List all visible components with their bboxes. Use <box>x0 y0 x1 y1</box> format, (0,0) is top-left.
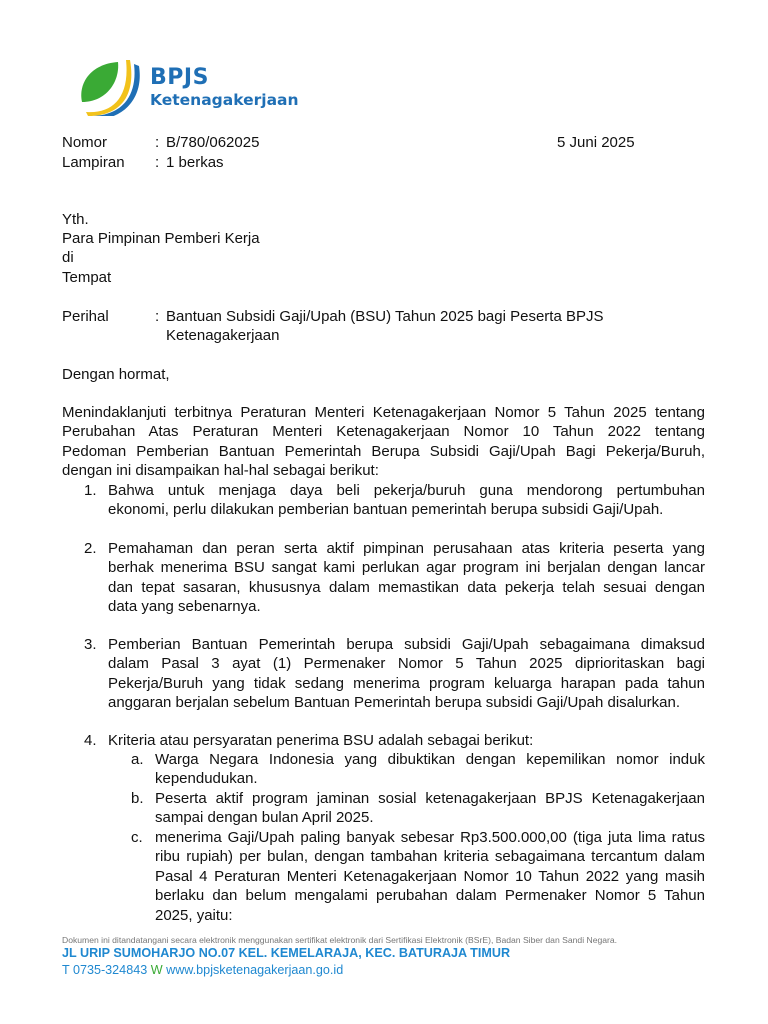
paragraph-line: Pasal 4 Peraturan Menteri Ketenagakerjaan Nomor 10 Tahun 2022 yang masih <box>155 867 705 885</box>
website-link[interactable]: www.bpjsketenagakerjaan.go.id <box>166 963 344 977</box>
recipient-line: Para Pimpinan Pemberi Kerja <box>62 230 260 247</box>
logo-title: BPJS <box>150 65 209 90</box>
phone-number: 0735-324843 <box>72 963 148 977</box>
sublist-item <box>155 750 705 789</box>
nomor-colon: : <box>155 134 160 151</box>
paragraph-line: dan tepat sasaran, khususnya dalam memastikan data pekerja telah sesuai dengan <box>108 578 705 596</box>
paragraph-line: data yang sebenarnya. <box>108 598 261 616</box>
list-number: 1. <box>84 482 97 499</box>
paragraph-line: Perubahan Atas Peraturan Menteri Ketenagakerjaan Nomor 10 Tahun 2022 tentang <box>62 423 705 441</box>
nomor-value: B/780/062025 <box>166 134 260 151</box>
paragraph-line: Menindaklanjuti terbitnya Peraturan Menteri Ketenagakerjaan Nomor 5 Tahun 2025 tentang <box>62 404 705 421</box>
paragraph-line: menerima Gaji/Upah paling banyak sebesar Rp3.500.000,00 (tiga juta lima ratus <box>155 829 705 846</box>
paragraph-line: kependudukan. <box>155 770 258 788</box>
list-number: 3. <box>84 636 97 653</box>
perihal-colon: : <box>155 308 160 325</box>
paragraph-line: Bahwa untuk menjaga daya beli pekerja/buruh guna mendorong pertumbuhan <box>108 482 705 499</box>
footer-address: JL URIP SUMOHARJO NO.07 KEL. KEMELARAJA, KEC. BATURAJA TIMUR <box>62 946 511 960</box>
paragraph-line: 2025, yaitu: <box>155 906 233 924</box>
esign-note: Dokumen ini ditandatangani secara elektronik menggunakan sertifikat elektronik dari Sertifikasi Elektronik (BSrE), Badan Siber dan Sandi Negara. <box>62 935 618 945</box>
paragraph-line: Pemberian Bantuan Pemerintah berupa subsidi Gaji/Upah sebagaimana dimaksud <box>108 636 705 653</box>
sublist-item <box>155 789 705 828</box>
list-number: 2. <box>84 540 97 557</box>
recipient-line: Tempat <box>62 269 112 286</box>
recipient-line: Yth. <box>62 211 89 228</box>
list-item <box>108 731 705 750</box>
paragraph-line: sampai dengan bulan April 2025. <box>155 809 374 827</box>
paragraph-line: Peserta aktif program jaminan sosial ketenagakerjaan BPJS Ketenagakerjaan <box>155 790 705 807</box>
paragraph-line: Pedoman Pemberian Bantuan Pemerintah Berupa Subsidi Gaji/Upah Bagi Pekerja/Buruh, <box>62 442 705 460</box>
sublist-letter: c. <box>131 829 143 846</box>
lampiran-label: Lampiran <box>62 154 125 171</box>
list-item <box>108 635 705 713</box>
paragraph-line: berlaku dan belum mengalami perubahan dalam Permenaker Nomor 5 Tahun <box>155 887 705 905</box>
sublist-letter: a. <box>131 751 144 768</box>
web-label: W <box>150 963 163 977</box>
intro-paragraph <box>62 403 705 481</box>
paragraph-line: Warga Negara Indonesia yang dibuktikan dengan kepemilikan nomor induk <box>155 751 705 768</box>
lampiran-value: 1 berkas <box>166 154 224 171</box>
paragraph-line: ribu rupiah) per bulan, dengan tambahan kriteria sebagaimana tercantum dalam <box>155 848 705 866</box>
paragraph-line: Pekerja/Buruh yang tidak sedang menerima program keluarga harapan pada tahun <box>108 674 705 692</box>
perihal-label: Perihal <box>62 308 109 325</box>
paragraph-line: dengan ini disampaikan hal-hal sebagai berikut: <box>62 462 379 480</box>
paragraph-line: Kriteria atau persyaratan penerima BSU adalah sebagai berikut: <box>108 732 534 749</box>
sublist-letter: b. <box>131 790 144 807</box>
sublist-item <box>155 828 705 925</box>
bpjs-logo <box>76 58 316 118</box>
greeting: Dengan hormat, <box>62 366 170 383</box>
lampiran-colon: : <box>155 154 160 171</box>
nomor-label: Nomor <box>62 134 108 151</box>
perihal-line: Ketenagakerjaan <box>166 327 280 344</box>
bpjs-leaf-icon <box>76 58 148 116</box>
phone-label: T <box>62 963 70 977</box>
paragraph-line: ekonomi, perlu dilakukan pemberian bantuan pemerintah berupa subsidi Gaji/Upah. <box>108 501 664 519</box>
perihal-line: Bantuan Subsidi Gaji/Upah (BSU) Tahun 2025 bagi Peserta BPJS <box>166 308 604 325</box>
letter-date: 5 Juni 2025 <box>557 134 635 151</box>
footer-contact <box>62 963 343 977</box>
paragraph-line: anggaran berjalan sebelum Bantuan Pemerintah berupa subsidi Gaji/Upah disalurkan. <box>108 694 681 712</box>
list-number: 4. <box>84 732 97 749</box>
paragraph-line: berhak menerima BSU sangat kami perlukan agar program ini berjalan dengan lancar <box>108 559 705 577</box>
list-item <box>108 481 705 520</box>
paragraph-line: Pemahaman dan peran serta aktif pimpinan perusahaan atas kriteria peserta yang <box>108 540 705 557</box>
recipient-line: di <box>62 249 74 266</box>
paragraph-line: dalam Pasal 3 ayat (1) Permenaker Nomor 5 Tahun 2025 diprioritaskan bagi <box>108 655 705 673</box>
logo-subtitle: Ketenagakerjaan <box>150 91 299 109</box>
list-item <box>108 539 705 617</box>
